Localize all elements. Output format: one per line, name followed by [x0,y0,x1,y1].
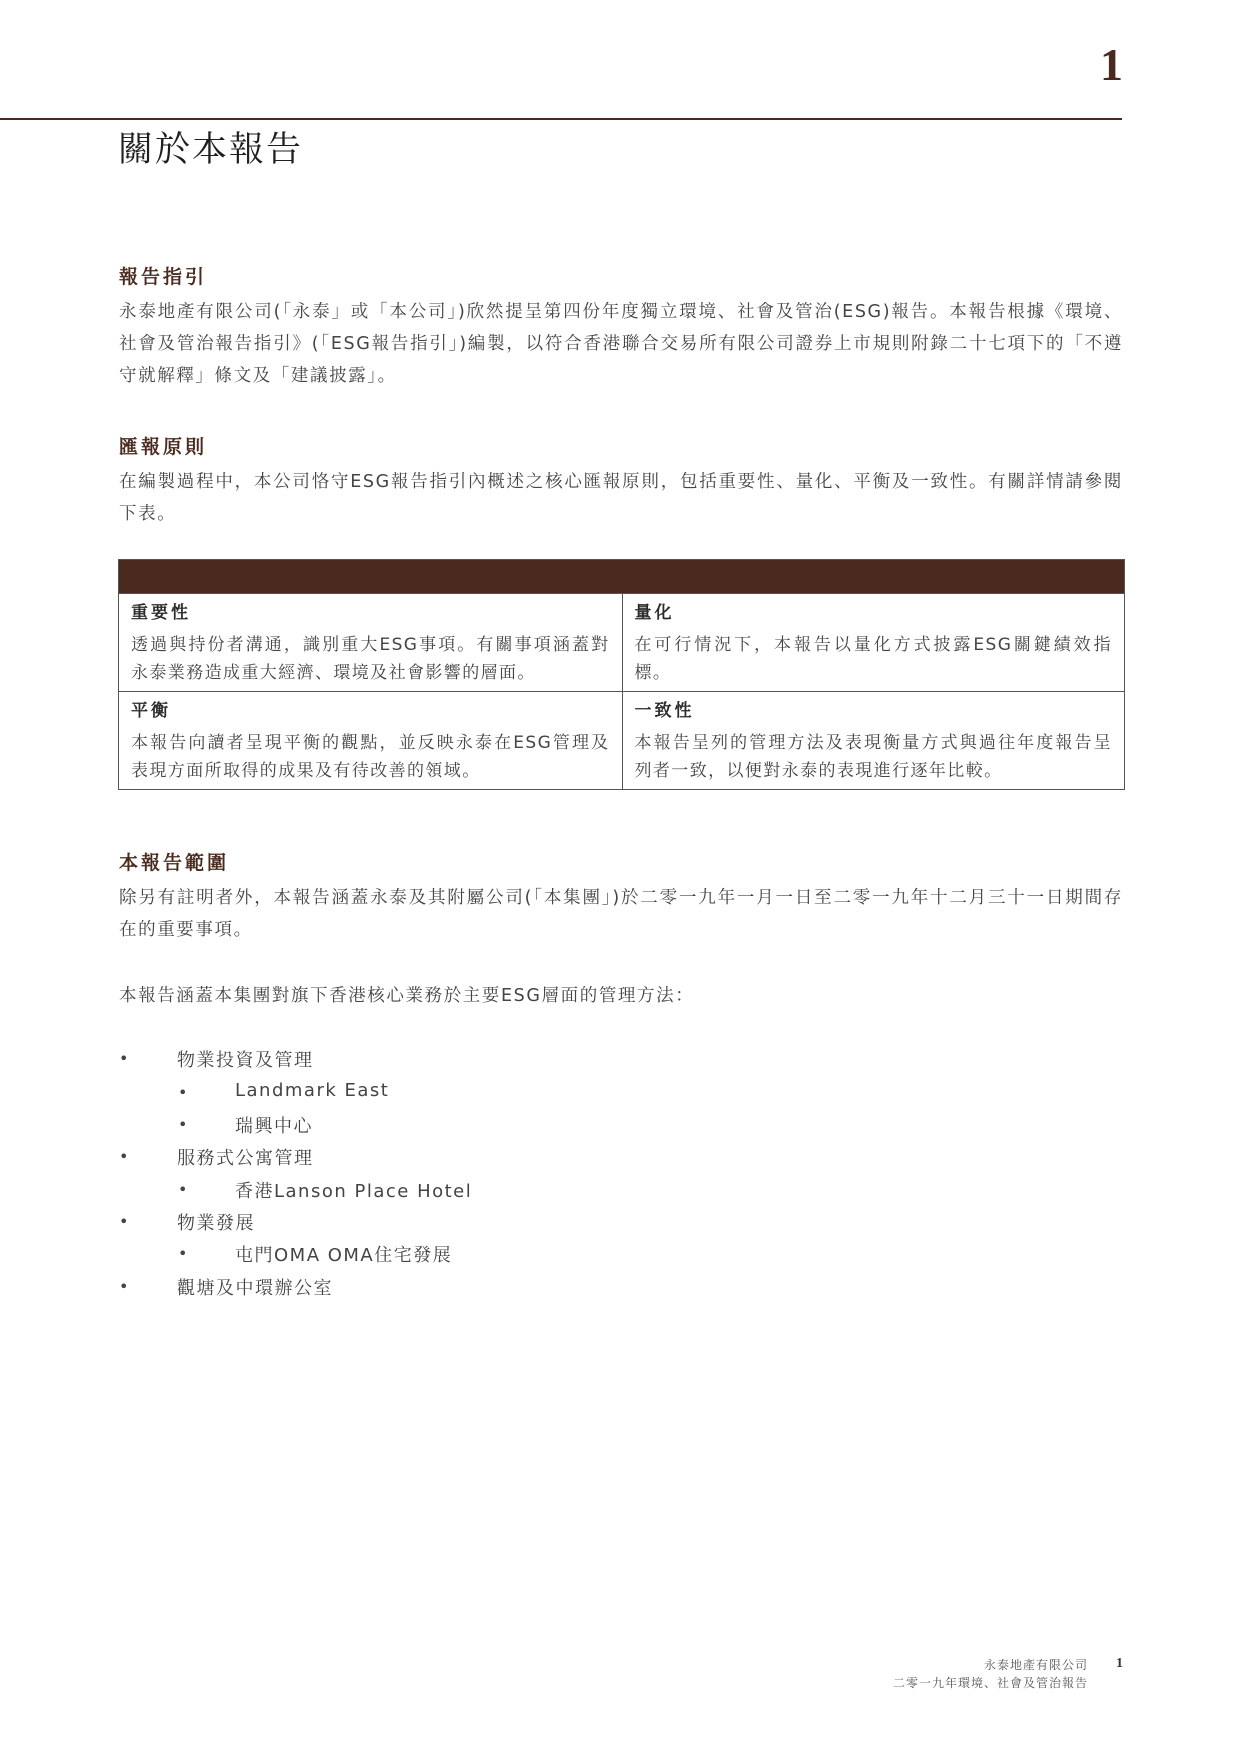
bullet-icon: • [119,1049,129,1068]
cell-body: 在可行情況下，本報告以量化方式披露ESG關鍵績效指標。 [634,635,1112,683]
cell-title: 重要性 [131,603,191,623]
bullet-icon: • [178,1244,188,1263]
list-item: 服務式公寓管理 [177,1148,314,1169]
chapter-number: 1 [1100,39,1123,90]
footer-company-name: 永泰地產有限公司 [983,1658,1088,1672]
cell-title: 平衡 [131,701,171,721]
cell-title: 一致性 [634,701,695,721]
section-paragraph-report-scope: 除另有註明者外，本報告涵蓋永泰及其附屬公司(「本集團」)於二零一九年一月一日至二零一九年十二月三十一日期間存在的重要事項。 [119,888,1123,940]
header-rule [0,118,1122,120]
cell-body: 本報告向讀者呈現平衡的觀點，並反映永泰在ESG管理及表現方面所取得的成果及有待改善的領域。 [131,733,610,781]
section-paragraph-reporting-principles: 在編製過程中，本公司恪守ESG報告指引內概述之核心匯報原則，包括重要性、量化、平衡及一致性。有關詳情請參閱下表。 [119,472,1123,524]
bullet-icon: • [178,1083,188,1102]
cell-body: 透過與持份者溝通，識別重大ESG事項。有關事項涵蓋對永泰業務造成重大經濟、環境及社會影響的層面。 [131,635,610,683]
list-subitem: 瑞興中心 [235,1116,313,1137]
list-subitem: 香港Lanson Place Hotel [235,1181,473,1202]
list-subitem: Landmark East [235,1080,390,1101]
bullet-icon: • [119,1277,129,1296]
table-cell-balance [119,692,622,789]
table-header-bar [119,560,1124,593]
footer-report-name: 二零一九年環境、社會及管治報告 [892,1676,1088,1690]
bullet-icon: • [178,1180,188,1199]
section-heading-reporting-guide: 報告指引 [119,266,208,288]
cell-title: 量化 [634,603,675,623]
section-paragraph-scope-intro: 本報告涵蓋本集團對旗下香港核心業務於主要ESG層面的管理方法： [119,986,695,1006]
list-item: 觀塘及中環辦公室 [177,1278,333,1299]
table-row [119,593,1124,691]
table-row [119,691,1124,789]
page-title: 關於本報告 [118,130,304,170]
table-cell-quantitative [622,594,1125,691]
bullet-icon: • [178,1115,188,1134]
bullet-icon: • [119,1212,129,1231]
section-heading-reporting-principles: 匯報原則 [119,436,208,458]
section-heading-report-scope: 本報告範圍 [119,852,230,874]
cell-body: 本報告呈列的管理方法及表現衡量方式與過往年度報告呈列者一致，以便對永泰的表現進行逐年比較。 [634,733,1112,781]
list-item: 物業投資及管理 [177,1050,314,1071]
bullet-icon: • [119,1147,129,1166]
table-cell-consistency [622,692,1125,789]
footer-page-number: 1 [1116,1656,1123,1671]
list-item: 物業發展 [177,1213,255,1234]
section-paragraph-reporting-guide: 永泰地產有限公司(「永泰」或「本公司」)欣然提呈第四份年度獨立環境、社會及管治(ESG)報告。本報告根據《環境、社會及管治報告指引》(「ESG報告指引」)編製，以符合香港聯合交易所有限公司證券上市規則附錄二十七項下的「不遵守就解釋」條文及「建議披露」。 [119,302,1123,386]
list-subitem: 屯門OMA OMA住宅發展 [235,1245,453,1266]
principles-table [118,559,1125,790]
table-cell-materiality [119,594,622,691]
